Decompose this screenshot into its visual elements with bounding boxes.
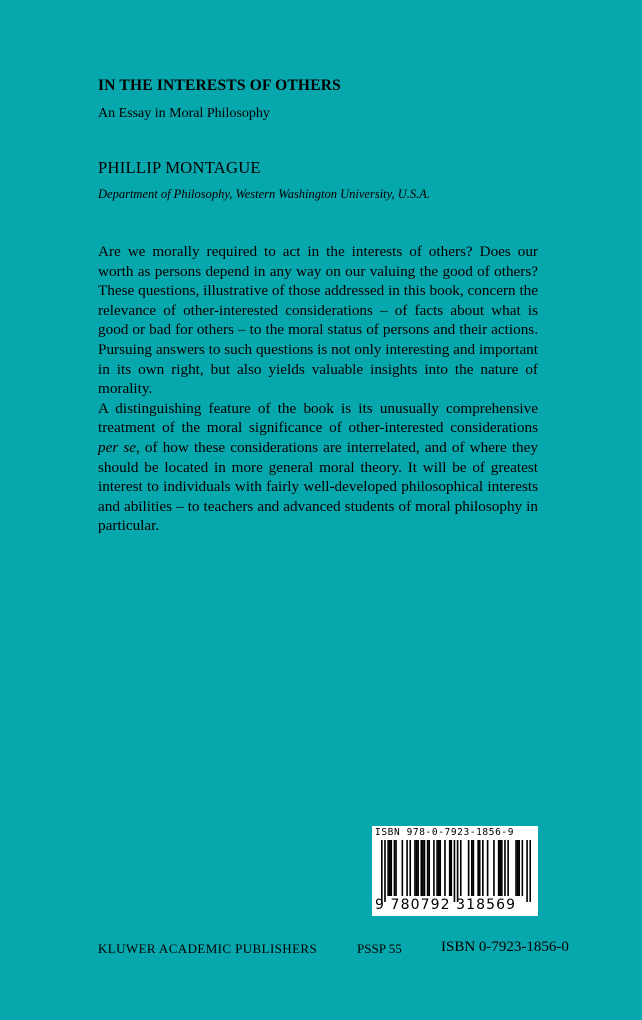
- barcode-bar: [424, 840, 426, 896]
- barcode-bar: [436, 840, 438, 896]
- barcode-bar: [454, 840, 456, 902]
- barcode-bar: [384, 840, 386, 902]
- blurb-p2-italic: per se: [98, 438, 137, 456]
- barcode-bar: [422, 840, 424, 896]
- barcode-bar: [427, 840, 429, 896]
- barcode-bar: [468, 840, 470, 896]
- barcode-bar: [409, 840, 411, 896]
- barcode-bar: [414, 840, 416, 896]
- barcode-bar: [479, 840, 481, 896]
- barcode-bar: [460, 840, 462, 896]
- barcode-bar: [493, 840, 495, 896]
- barcode-bar: [417, 840, 419, 896]
- barcode-bar: [482, 840, 484, 896]
- barcode-digits: 9 780792 318569: [375, 897, 517, 913]
- barcode-bar: [507, 840, 509, 896]
- barcode-bar: [471, 840, 473, 896]
- barcode-bar: [433, 840, 435, 896]
- barcode-bar: [402, 840, 404, 896]
- blurb-paragraph-2: [98, 399, 538, 536]
- barcode-bar: [498, 840, 500, 896]
- barcode-bar: [394, 840, 396, 896]
- barcode-bar: [416, 840, 418, 896]
- blurb-p2-start: A distinguishing feature of the book is its unusually comprehensive treatment of the moral significance of other-interested considerations: [98, 399, 538, 437]
- barcode-bar: [477, 840, 479, 896]
- barcode: [372, 826, 538, 916]
- barcode-bar: [450, 840, 452, 896]
- barcode-bars: [381, 840, 531, 902]
- book-subtitle: An Essay in Moral Philosophy: [98, 106, 270, 121]
- barcode-bar: [529, 840, 531, 902]
- barcode-bar: [406, 840, 408, 896]
- barcode-isbn-label: ISBN 978-0-7923-1856-9: [375, 827, 515, 838]
- barcode-bar: [526, 840, 528, 902]
- barcode-bar: [381, 840, 383, 902]
- barcode-bar: [428, 840, 430, 896]
- barcode-bar: [449, 840, 451, 896]
- barcode-bar: [504, 840, 506, 896]
- barcode-bar: [457, 840, 459, 902]
- barcode-bar: [515, 840, 517, 896]
- barcode-bar: [444, 840, 446, 896]
- blurb-paragraph-1: Are we morally required to act in the interests of others? Does our worth as persons depend in any way on our valuing the good of others? These questions, illustrative of those addressed in this book, concern the relevance of other-interested considerations – of facts about what is good or bad for others – to the moral status of persons and their actions. Pursuing answers to such questions is not only interesting and important in its own right, but also yields valuable insights into the nature of morality.: [98, 243, 538, 398]
- barcode-bar: [522, 840, 524, 896]
- barcode-bar: [420, 840, 422, 896]
- blurb-text: [98, 242, 538, 536]
- barcode-bar: [390, 840, 392, 896]
- barcode-bar: [487, 840, 489, 896]
- barcode-bar: [501, 840, 503, 896]
- blurb-p2-end: , of how these considerations are interrelated, and of where they should be located in more general moral theory. It will be of greatest interest to individuals with fairly well-developed philosophical interests and abilities – to teachers and advanced students of moral philosophy in particular.: [98, 438, 538, 535]
- author-name: PHILLIP MONTAGUE: [98, 158, 261, 177]
- publisher-name: KLUWER ACADEMIC PUBLISHERS: [98, 941, 318, 956]
- barcode-bar: [389, 840, 391, 896]
- author-affiliation: Department of Philosophy, Western Washington University, U.S.A.: [98, 187, 431, 201]
- barcode-bar: [518, 840, 520, 896]
- barcode-bar: [473, 840, 475, 896]
- barcode-bar: [438, 840, 440, 896]
- barcode-bar: [387, 840, 389, 896]
- footer-isbn: ISBN 0-7923-1856-0: [441, 939, 569, 955]
- barcode-bar: [439, 840, 441, 896]
- barcode-bar: [395, 840, 397, 896]
- barcode-bar: [499, 840, 501, 896]
- book-title: IN THE INTERESTS OF OTHERS: [98, 77, 341, 94]
- barcode-bar: [517, 840, 519, 896]
- series-code: PSSP 55: [357, 941, 402, 956]
